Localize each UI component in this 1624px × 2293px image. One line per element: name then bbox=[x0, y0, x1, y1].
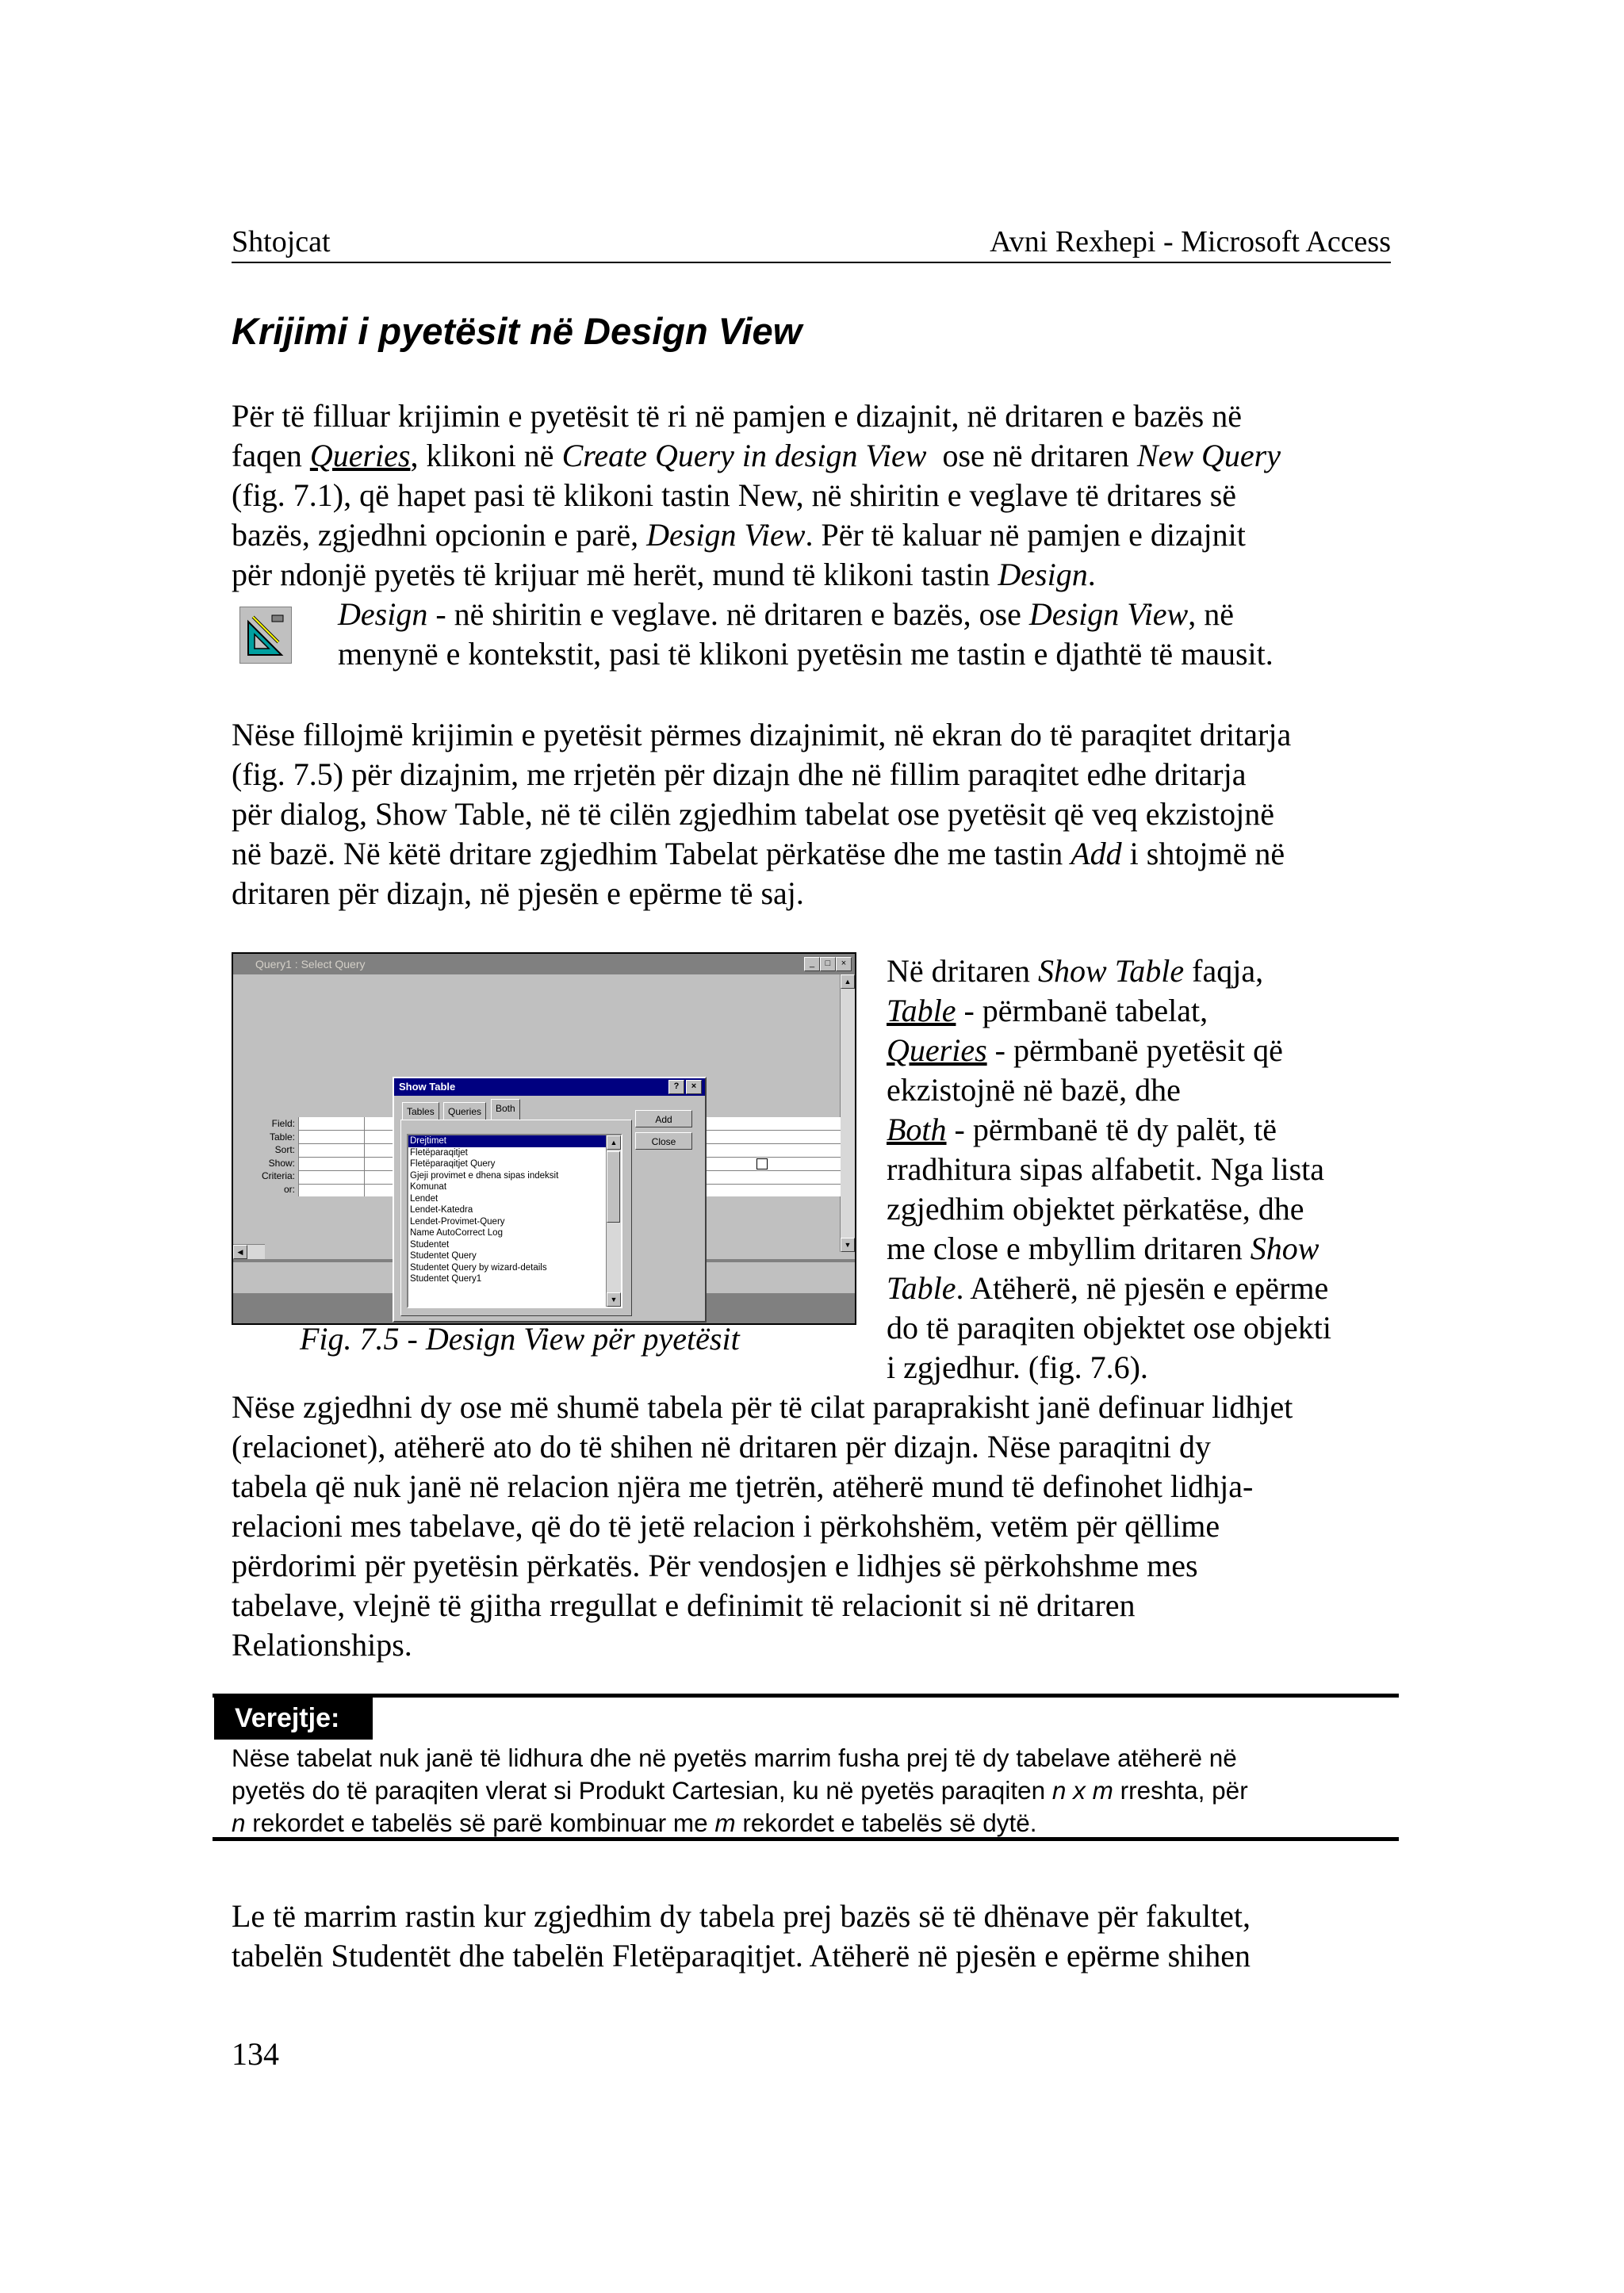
figure-caption: Fig. 7.5 - Design View për pyetësit bbox=[300, 1321, 740, 1357]
paragraph-line: dritaren për dizajn, në pjesën e epërme të saj. bbox=[232, 875, 804, 911]
side-line: Queries - përmbanë pyetësit që bbox=[887, 1032, 1283, 1068]
paragraph-line: relacioni mes tabelave, që do të jetë relacion i përkohshëm, vetëm për qëllime bbox=[232, 1508, 1220, 1544]
side-line: me close e mbyllim dritaren Show bbox=[887, 1231, 1320, 1266]
note-label: Verejtje: bbox=[214, 1698, 373, 1740]
list-item[interactable]: Lendet bbox=[410, 1193, 439, 1204]
note-top-rule bbox=[213, 1694, 1399, 1698]
intro-line: Për të filluar krijimin e pyetësit të ri në pamjen e dizajnit, në dritaren e bazës në bbox=[232, 398, 1242, 434]
scroll-left-arrow[interactable]: ◀ bbox=[233, 1245, 247, 1259]
example-paragraph bbox=[232, 1897, 1484, 1976]
side-line: rradhitura sipas alfabetit. Nga lista bbox=[887, 1151, 1325, 1187]
list-item[interactable]: Fletëparaqitjet Query bbox=[410, 1159, 496, 1169]
note-line: n rekordet e tabelës së parë kombinuar me m rekordet e tabelës së dytë. bbox=[232, 1809, 1037, 1837]
tab-tables[interactable]: Tables bbox=[402, 1102, 439, 1120]
queries-link: Queries bbox=[309, 438, 411, 473]
side-line: zgjedhim objektet përkatëse, dhe bbox=[887, 1191, 1304, 1227]
relations-paragraph bbox=[232, 1388, 1484, 1665]
list-item[interactable]: Drejtimet bbox=[408, 1135, 607, 1147]
intro-line: bazës, zgjedhni opcionin e parë, Design View. Për të kaluar në pamjen e dizajnit bbox=[232, 517, 1246, 553]
running-header-left: Shtojcat bbox=[232, 225, 331, 258]
paragraph-line: në bazë. Në këtë dritare zgjedhim Tabelat përkatëse dhe me tastin Add i shtojmë në bbox=[232, 836, 1285, 871]
grid-labels bbox=[233, 1117, 295, 1196]
list-scroll-down-arrow[interactable]: ▼ bbox=[607, 1292, 621, 1307]
grid-label-show: Show: bbox=[268, 1157, 295, 1169]
maximize-button[interactable]: □ bbox=[820, 957, 836, 971]
paragraph-line: Nëse fillojmë krijimin e pyetësit përmes dizajnimit, në ekran do të paraqitet dritarja bbox=[232, 717, 1292, 752]
grid-label-or: or: bbox=[283, 1183, 295, 1195]
running-header-right: Avni Rexhepi - Microsoft Access bbox=[990, 225, 1391, 258]
close-dialog-button[interactable]: Close bbox=[635, 1132, 692, 1150]
list-scrollbar[interactable] bbox=[606, 1135, 621, 1307]
add-button[interactable]: Add bbox=[635, 1110, 692, 1127]
list-item[interactable]: Studentet Query bbox=[410, 1251, 477, 1261]
scroll-down-arrow[interactable]: ▼ bbox=[841, 1238, 855, 1252]
side-line: Both - përmbanë të dy palët, të bbox=[887, 1112, 1277, 1147]
list-item[interactable]: Studentet Query by wizard-details bbox=[410, 1262, 547, 1273]
list-item[interactable]: Komunat bbox=[410, 1182, 447, 1192]
side-line: Table - përmbanë tabelat, bbox=[887, 993, 1208, 1028]
paragraph-line: (relacionet), atëherë ato do të shihen në dritaren për dizajn. Nëse paraqitni dy bbox=[232, 1429, 1211, 1464]
list-item[interactable]: Studentet bbox=[410, 1239, 450, 1250]
tab-queries[interactable]: Queries bbox=[443, 1102, 486, 1120]
side-paragraph bbox=[887, 951, 1331, 1388]
dialog-tabs bbox=[402, 1102, 561, 1120]
paragraph-line: tabela që nuk janë në relacion njëra me tjetrën, atëherë mund të definohet lidhja- bbox=[232, 1468, 1254, 1504]
grid-label-table: Table: bbox=[269, 1131, 295, 1143]
side-line: Table. Atëherë, në pjesën e epërme bbox=[887, 1270, 1329, 1306]
dialog-title: Show Table bbox=[399, 1081, 456, 1093]
list-item[interactable]: Name AutoCorrect Log bbox=[410, 1228, 503, 1238]
paragraph-line: Le të marrim rastin kur zgjedhim dy tabela prej bazës së të dhënave për fakultet, bbox=[232, 1898, 1251, 1934]
query-window-titlebar bbox=[233, 954, 855, 974]
header-rule bbox=[232, 262, 1391, 263]
grid-label-sort: Sort: bbox=[274, 1144, 295, 1155]
paragraph-line: Nëse zgjedhni dy ose më shumë tabela për të cilat paraprakisht janë definuar lidhjet bbox=[232, 1389, 1293, 1425]
note-line: Nëse tabelat nuk janë të lidhura dhe në pyetës marrim fusha prej të dy tabelave atëherë në bbox=[232, 1744, 1237, 1772]
horizontal-scrollbar[interactable] bbox=[233, 1244, 265, 1259]
paragraph-line: tabelave, vlejnë të gjitha rregullat e definimit të relacionit si në dritaren bbox=[232, 1587, 1136, 1623]
paragraph-line: përdorimi për pyetësin përkatës. Për vendosjen e lidhjes së përkohshme mes bbox=[232, 1548, 1198, 1583]
intro-line: faqen Queries, klikoni në Create Query in design View ose në dritaren New Query bbox=[232, 438, 1281, 473]
side-line: ekzistojnë në bazë, dhe bbox=[887, 1072, 1181, 1108]
note-text bbox=[232, 1742, 1389, 1839]
query-window-title: Query1 : Select Query bbox=[255, 958, 366, 970]
side-line: do të paraqiten objektet ose objekti bbox=[887, 1310, 1331, 1346]
show-checkbox[interactable] bbox=[756, 1158, 768, 1169]
design-tip bbox=[338, 595, 1274, 674]
show-table-dialog bbox=[393, 1077, 707, 1323]
paragraph-line: për dialog, Show Table, në të cilën zgjedhim tabelat ose pyetësit që veq ekzistojnë bbox=[232, 796, 1274, 832]
intro-line: (fig. 7.1), që hapet pasi të klikoni tastin New, në shiritin e veglave të dritares së bbox=[232, 477, 1237, 513]
intro-line: për ndonjë pyetës të krijuar më herët, mund të klikoni tastin Design. bbox=[232, 557, 1096, 592]
paragraph-line: (fig. 7.5) për dizajnim, me rrjetën për dizajn dhe në fillim paraqitet edhe dritarja bbox=[232, 756, 1247, 792]
list-item[interactable]: Lendet-Katedra bbox=[410, 1205, 473, 1215]
table-pane-scrollbar[interactable] bbox=[840, 974, 855, 1252]
page-number: 134 bbox=[232, 2036, 279, 2072]
help-button[interactable]: ? bbox=[668, 1080, 684, 1094]
dialog-titlebar bbox=[394, 1078, 705, 1096]
list-item[interactable]: Lendet-Provimet-Query bbox=[410, 1216, 505, 1227]
list-scroll-up-arrow[interactable]: ▲ bbox=[607, 1135, 621, 1150]
note-line: pyetës do të paraqiten vlerat si Produkt Cartesian, ku në pyetës paraqiten n x m rreshta, për bbox=[232, 1776, 1248, 1805]
paragraph-line: tabelën Studentët dhe tabelën Fletëparaqitjet. Atëherë në pjesën e epërme shihen bbox=[232, 1938, 1251, 1973]
dialog-close-button[interactable]: × bbox=[686, 1080, 702, 1094]
section-title: Krijimi i pyetësit në Design View bbox=[232, 310, 802, 352]
note-bottom-rule bbox=[213, 1837, 1399, 1841]
side-line: Në dritaren Show Table faqja, bbox=[887, 953, 1264, 989]
close-button[interactable]: × bbox=[836, 957, 852, 971]
design-view-icon bbox=[239, 607, 292, 664]
design-tip-line: menynë e kontekstit, pasi të klikoni pyetësin me tastin e djathtë të mausit. bbox=[338, 636, 1274, 672]
paragraph-line: Relationships. bbox=[232, 1627, 412, 1663]
list-scroll-thumb[interactable] bbox=[607, 1151, 620, 1223]
side-line: i zgjedhur. (fig. 7.6). bbox=[887, 1349, 1148, 1385]
grid-label-field: Field: bbox=[271, 1118, 295, 1129]
list-item[interactable]: Fletëparaqitjet bbox=[410, 1147, 468, 1158]
tab-both[interactable]: Both bbox=[491, 1099, 520, 1120]
design-paragraph bbox=[232, 715, 1484, 913]
scroll-up-arrow[interactable]: ▲ bbox=[841, 974, 855, 989]
minimize-button[interactable]: _ bbox=[804, 957, 820, 971]
grid-label-criteria: Criteria: bbox=[261, 1170, 295, 1181]
intro-paragraph bbox=[232, 396, 1484, 595]
object-list[interactable] bbox=[407, 1134, 622, 1308]
list-item[interactable]: Gjeji provimet e dhena sipas indeksit bbox=[410, 1170, 559, 1181]
design-tip-line: Design - në shiritin e veglave. në dritaren e bazës, ose Design View, në bbox=[338, 596, 1235, 632]
list-item[interactable]: Studentet Query1 bbox=[410, 1274, 482, 1284]
